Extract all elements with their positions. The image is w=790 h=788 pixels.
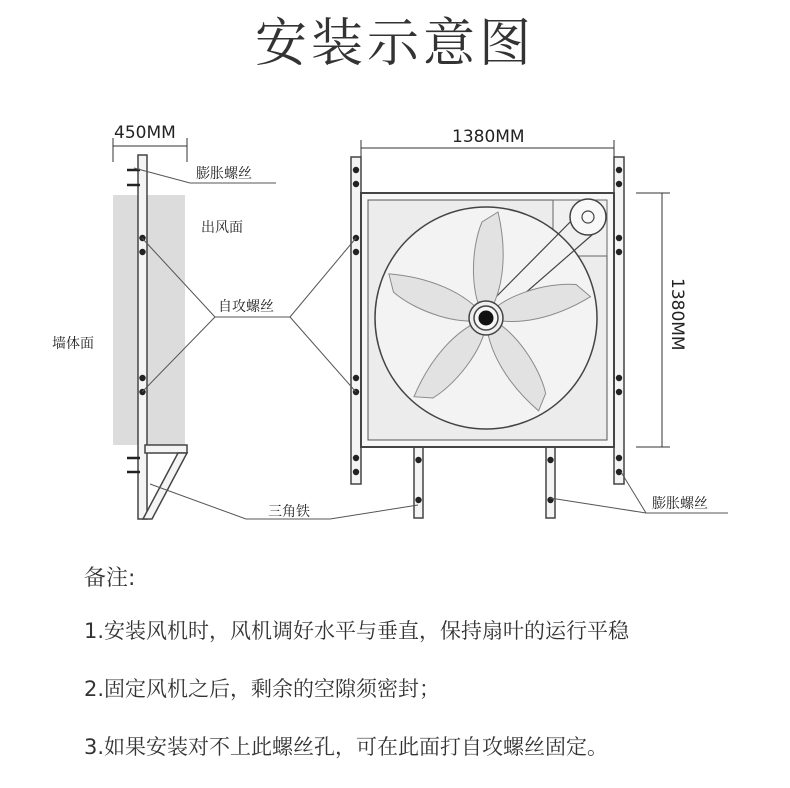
note-item-1: 1.安装风机时，风机调好水平与垂直，保持扇叶的运行平稳 [84, 619, 630, 643]
expansion-screw-bottom-label: 膨胀螺丝 [652, 496, 708, 512]
triangle-iron-label: 三角铁 [268, 504, 310, 520]
side-post [138, 155, 147, 519]
front-height-dimension: 1380MM [667, 278, 687, 351]
self-tapping-screw-label: 自攻螺丝 [218, 299, 274, 315]
triangle-bracket-top [145, 445, 187, 453]
left-post [351, 157, 361, 484]
notes-section [84, 562, 774, 788]
front-view [351, 140, 670, 518]
right-post [614, 157, 624, 484]
page-title: 安装示意图 [254, 14, 535, 74]
note-item-2: 2.固定风机之后，剩余的空隙须密封； [84, 677, 441, 701]
side-view [113, 138, 187, 519]
front-width-dimension: 1380MM [452, 127, 525, 147]
note-item-3: 3.如果安装对不上此螺丝孔，可在此面打自攻螺丝固定。 [84, 735, 609, 759]
wall-panel [113, 195, 185, 445]
side-width-dimension: 450MM [114, 123, 176, 143]
notes-title: 备注: [84, 566, 136, 591]
outlet-face-label: 出风面 [201, 220, 243, 236]
expansion-screw-top-label: 膨胀螺丝 [196, 166, 252, 182]
wall-face-label: 墙体面 [52, 336, 94, 352]
triangle-bracket-diag [143, 453, 187, 519]
